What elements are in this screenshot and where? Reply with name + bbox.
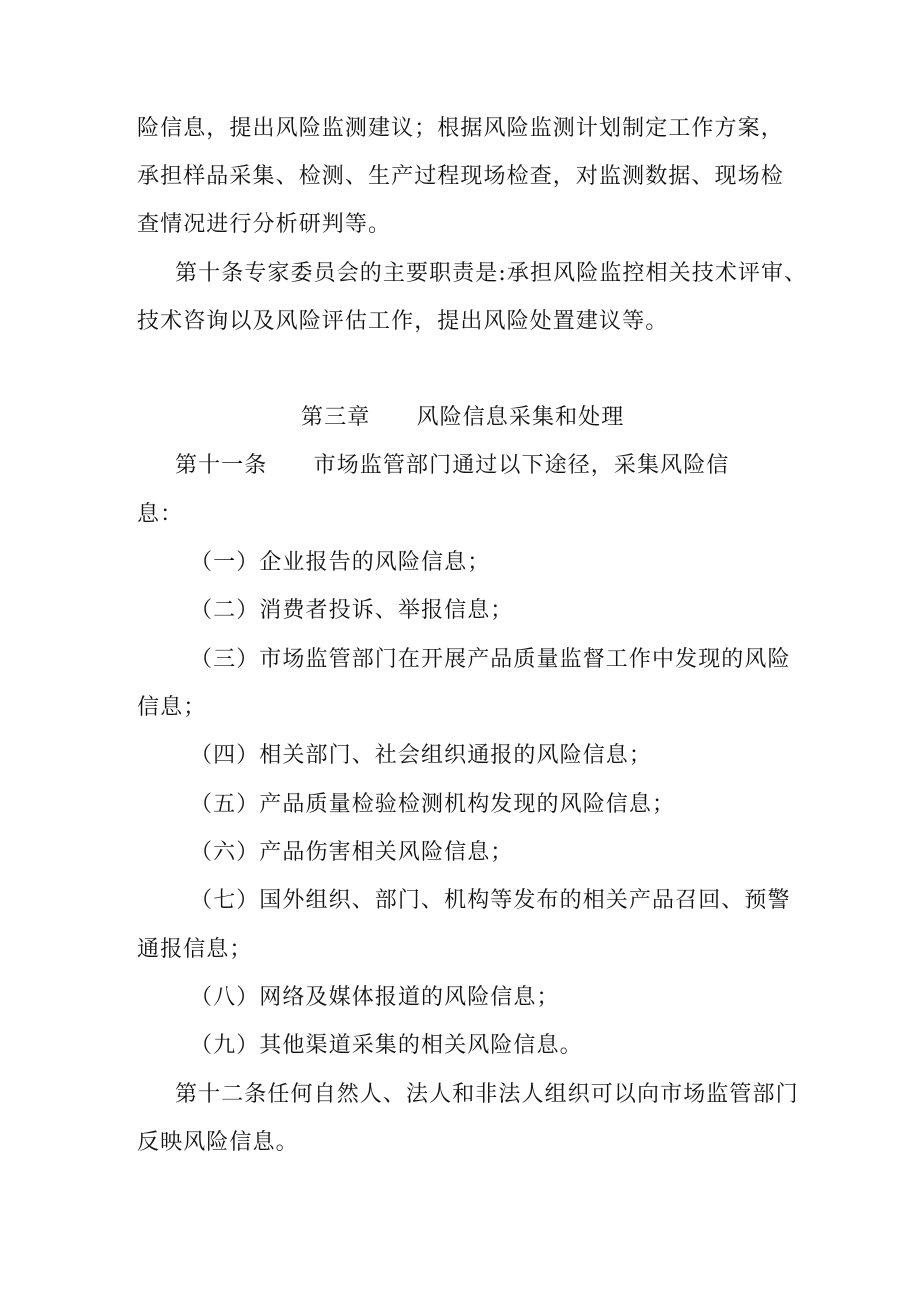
list-item: （二）消费者投诉、举报信息； [190, 598, 514, 623]
list-item-continuation: 信息； [137, 695, 207, 720]
list-item: （七）国外组织、部门、机构等发布的相关产品召回、预警 [190, 888, 791, 913]
chapter-heading: 第三章 风险信息采集和处理 [301, 405, 625, 430]
list-item: （四）相关部门、社会组织通报的风险信息； [190, 743, 653, 768]
list-item-continuation: 通报信息； [137, 937, 253, 962]
text-line: 息： [137, 502, 184, 527]
list-item: （一）企业报告的风险信息； [190, 550, 491, 575]
text-line: 承担样品采集、检测、生产过程现场检查，对监测数据、现场检 [137, 164, 784, 189]
list-item: （九）其他渠道采集的相关风险信息。 [190, 1033, 583, 1058]
text-line: 险信息，提出风险监测建议；根据风险监测计划制定工作方案， [137, 116, 784, 141]
list-item: （八）网络及媒体报道的风险信息； [190, 985, 560, 1010]
text-line: 第十二条任何自然人、法人和非法人组织可以向市场监管部门 [175, 1082, 799, 1107]
text-line: 第十条专家委员会的主要职责是:承担风险监控相关技术评审、 [175, 261, 808, 286]
list-item: （三）市场监管部门在开展产品质量监督工作中发现的风险 [190, 647, 791, 672]
list-item: （五）产品质量检验检测机构发现的风险信息； [190, 792, 676, 817]
text-line: 反映风险信息。 [137, 1130, 299, 1155]
text-line: 查情况进行分析研判等。 [137, 212, 392, 237]
list-item: （六）产品伤害相关风险信息； [190, 840, 514, 865]
article-heading: 第十一条 市场监管部门通过以下途径，采集风险信 [175, 453, 730, 478]
text-line: 技术咨询以及风险评估工作，提出风险处置建议等。 [137, 309, 669, 334]
